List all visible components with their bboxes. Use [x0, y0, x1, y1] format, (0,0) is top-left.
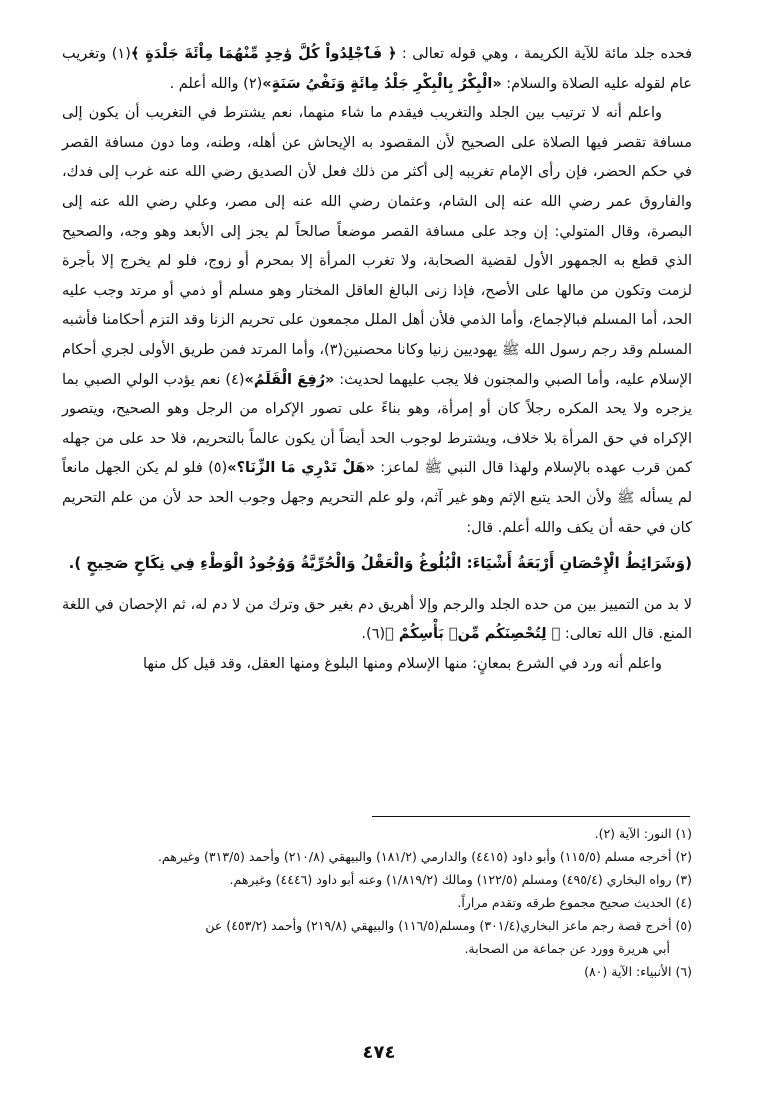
- text-segment: (٢) والله أعلم .: [169, 75, 263, 92]
- paragraph: [62, 40, 692, 99]
- text-segment: (٥) فلو لم يكن الجهل مانعاً لم يسأله ﷺ ولأن الحد يتبع الإثم وهو غير آثم، ولو علم التحريم وجهل وجوب الحد حد لأن من علم التحريم كان في حقه أن يكف والله أعلم. قال:: [62, 460, 692, 536]
- footnote: (٢) أخرجه مسلم (١١٥/٥) وأبو داود (٤٤١٥) والدارمي (١٨١/٢) والبيهقي (٢١٠/٨) وأحمد (٣١٣/٥) وغيرهم.: [157, 849, 692, 864]
- text-segment: (٦).: [361, 626, 386, 643]
- quotation: «هَلْ تَدْرِي مَا الزِّنَا؟»: [227, 460, 375, 477]
- quotation: «الْبِكْرُ بِالْبِكْرِ جَلْدُ مِائَةٍ وَنَفْيُ سَنَةٍ»: [262, 75, 502, 92]
- footnote: (١) النور: الآية (٢).: [594, 826, 692, 841]
- footnotes: [74, 822, 692, 983]
- main-text: [62, 40, 692, 679]
- footnote: (٣) رواه البخاري (٤٩٥/٤) ومسلم (١٢٢/٥) ومالك (١/٨١٩/٢) وعنه أبو داود (٤٤٤٦) وغيرهم.: [229, 872, 692, 887]
- text-segment: لا بد من التمييز بين من حده الجلد والرجم وإلا أهريق دم بغير حق وترك من لا دم له، ثم الإحصان في اللغة المنع. قال الله تعالى:: [62, 596, 692, 643]
- footnote: أبي هريرة وورد عن جماعة من الصحابة.: [464, 941, 670, 956]
- footnote-separator: [372, 816, 690, 817]
- text-segment: واعلم أنه لا ترتيب بين الجلد والتغريب فيقدم ما شاء منهما، نعم يشترط في التغريب أن يكون إلى مسافة تقصر فيها الصلاة على الصحيح لأن المقصود به الإيحاش عن أهله، وطنه، وما دون مسافة القصر في حكم الحضر، فإن رأى الإمام تغريبه إلى أكثر من ذلك فعل لأن الصديق رضي الله عنه غرب إلى فدك، والفاروق عمر رضي الله عنه إلى الشام، وعثمان رضي الله عنه إلى مصر، وعلي رضي الله عنه إلى البصرة، وقال المتولي: إن وجد على مسافة القصر موضعاً صالحاً لم يجز إلى الأبعد وهو وجه، والصحيح الذي قطع به الجمهور الأول لقضية الصحابة، ولا تغرب المرأة إلا بمحرم أو زوج، فلو لم يخرج إلا بأجرة لزمت وتكون من مالها على الأصح، فإذا زنى البالغ العاقل المختار وهو مسلم أو ذمي أو مرتد وجب عليه الحد، أما المسلم فبالإجماع، وأما الذمي فلأن أهل الملل مجمعون على تحريم الزنا وقد التزم أحكامنا فأشبه المسلم وقد رجم رسول الله ﷺ يهوديين زنيا وكانا محصنين: [62, 105, 692, 358]
- paragraph: [62, 99, 692, 543]
- quotation: (وَشَرَائِطُ الْإِحْصَانِ أَرْبَعَةُ أَشْيَاءَ: الْبُلُوغُ وَالْعَقْلُ وَالْحُرِّيَّةُ وَوُجُودُ الْوَطْءِ فِي نِكَاحٍ صَحِيحٍ ).: [68, 554, 692, 573]
- footnote: (٤) الحديث صحيح مجموع طرقه وتقدم مراراً.: [457, 895, 692, 910]
- paragraph: [62, 650, 692, 680]
- text-segment: (١) وتغريب عام لقوله عليه الصلاة والسلام:: [62, 46, 692, 92]
- text-segment: (٤) نعم يؤدب الولي الصبي بما يزجره ولا يحد المكره رجلاً كان أو إمرأة، وهو بناءً على تصور الإكراه من الرجل وهو الصحيح، ويتصور الإكراه في حق المرأة بلا خلاف، ويشترط لوجوب الحد أيضاً أن يكون عالماً بالتحريم، فلا حد على من جهله كمن قرب عهده بالإسلام ولهذا قال النبي ﷺ لماعز:: [62, 371, 692, 477]
- quotation: ﴿ فَٱجْلِدُواْ كُلَّ وَٰحِدٍ مِّنْهُمَا مِاْئَةَ جَلْدَةٍ ﴾: [130, 46, 397, 62]
- quotation: ﴿ لِتُحْصِنَكُم مِّنۢ بَأْسِكُمْ ﴾: [385, 626, 561, 643]
- quotation: «رُفِعَ الْقَلَمُ»: [244, 371, 335, 388]
- paragraph: [62, 591, 692, 650]
- footnote: (٥) أخرج قصة رجم ماعز البخاري(٣٠١/٤) ومسلم(١١٦/٥) والبيهقي (٢١٩/٨) وأحمد (٤٥٣/٢) عن: [205, 918, 692, 933]
- text-segment: فحده جلد مائة للآية الكريمة ، وهي قوله تعالى :: [396, 46, 692, 62]
- text-segment: واعلم أنه ورد في الشرع بمعانٍ: منها الإسلام ومنها البلوغ ومنها العقل، وقد قيل كل منها: [143, 655, 662, 672]
- matn-line: [62, 549, 692, 579]
- footnote: (٦) الأنبياء: الآية (٨٠): [584, 964, 692, 979]
- page-number: ٤٧٤: [362, 1042, 396, 1063]
- text-segment: (٣)، وأما المرتد فمن طريق الأولى لجري أحكام الإسلام عليه، وأما الصبي والمجنون فلا يجب عليهما لحديث:: [62, 341, 692, 388]
